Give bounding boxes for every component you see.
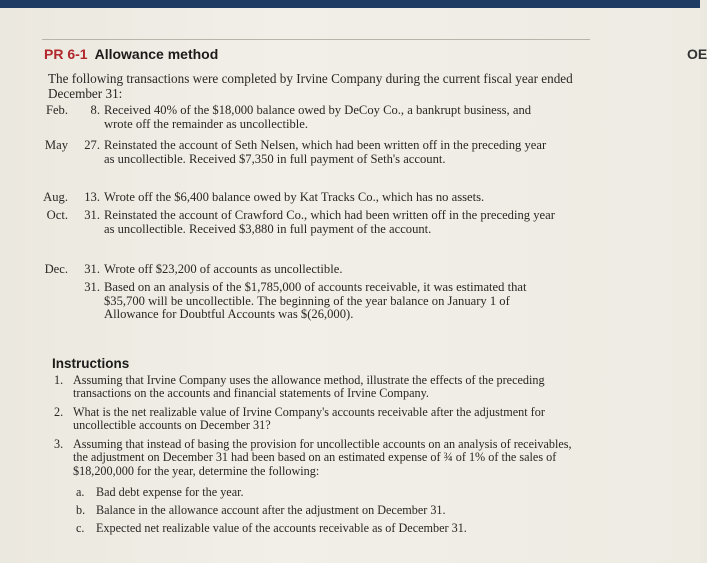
sub-item-text: Bad debt expense for the year. (96, 485, 244, 499)
instruction-text: Assuming that instead of basing the provision for uncollectible accounts on an analysis of receivables, the adjustment on December 31 had been based on an estimated expense of ¾ of 1% of the sales of $18,200,000 for the year, determine the following: (73, 437, 572, 478)
transaction-day: 31. (84, 280, 100, 294)
instruction-number: 3. (54, 437, 64, 451)
transaction-day: 8. (90, 103, 100, 117)
transaction-day: 31. (84, 208, 100, 222)
instructions-heading: Instructions (52, 356, 130, 371)
instruction-text: Assuming that Irvine Company uses the allowance method, illustrate the effects of the preceding transactions on the accounts and financial statements of Irvine Company. (73, 373, 545, 401)
transaction-text: Based on an analysis of the $1,785,000 of accounts receivable, it was estimated that $35,700 will be uncollectible. The beginning of the year balance on January 1 of Allowance for Doubtful Accounts was $(26,000). (104, 280, 527, 322)
instruction-number: 2. (54, 405, 64, 419)
sub-item-letter: a. (76, 485, 85, 499)
transaction-text: Received 40% of the $18,000 balance owed by DeCoy Co., a bankrupt business, and wrote off the remainder as uncollectible. (104, 103, 532, 131)
sub-item-letter: c. (76, 521, 85, 535)
transaction-text: Reinstated the account of Crawford Co., which had been written off in the preceding year as uncollectible. Received $3,880 in full payment of the account. (104, 208, 555, 236)
problem-code: PR 6-1 (44, 46, 88, 62)
transaction-month: Dec. (44, 262, 68, 276)
transaction-month: Feb. (45, 103, 68, 117)
problem-intro: The following transactions were completed by Irvine Company during the current fiscal year ended December 31: (48, 71, 573, 101)
adjacent-page-edge-text: OE (687, 46, 707, 62)
top-bar (0, 0, 700, 8)
textbook-page (0, 8, 707, 563)
transaction-month: May (44, 138, 68, 152)
sub-item-text: Balance in the allowance account after the adjustment on December 31. (96, 503, 446, 517)
instruction-text: What is the net realizable value of Irvine Company's accounts receivable after the adjustment for uncollectible accounts on December 31? (73, 405, 545, 433)
transaction-month: Oct. (46, 208, 68, 222)
header-rule (42, 39, 590, 40)
sub-item-text: Expected net realizable value of the accounts receivable as of December 31. (96, 521, 467, 535)
transaction-day: 31. (84, 262, 100, 276)
transaction-month: Aug. (43, 190, 68, 204)
problem-heading (44, 46, 218, 62)
problem-title: Allowance method (94, 46, 219, 62)
transaction-text: Wrote off the $6,400 balance owed by Kat Tracks Co., which has no assets. (104, 190, 485, 204)
instruction-number: 1. (54, 373, 64, 387)
transaction-text: Wrote off $23,200 of accounts as uncollectible. (104, 262, 343, 276)
sub-item-letter: b. (76, 503, 86, 517)
transaction-text: Reinstated the account of Seth Nelsen, which had been written off in the preceding year as uncollectible. Received $7,350 in full payment of Seth's account. (104, 138, 547, 166)
transaction-day: 13. (84, 190, 100, 204)
transaction-day: 27. (84, 138, 100, 152)
